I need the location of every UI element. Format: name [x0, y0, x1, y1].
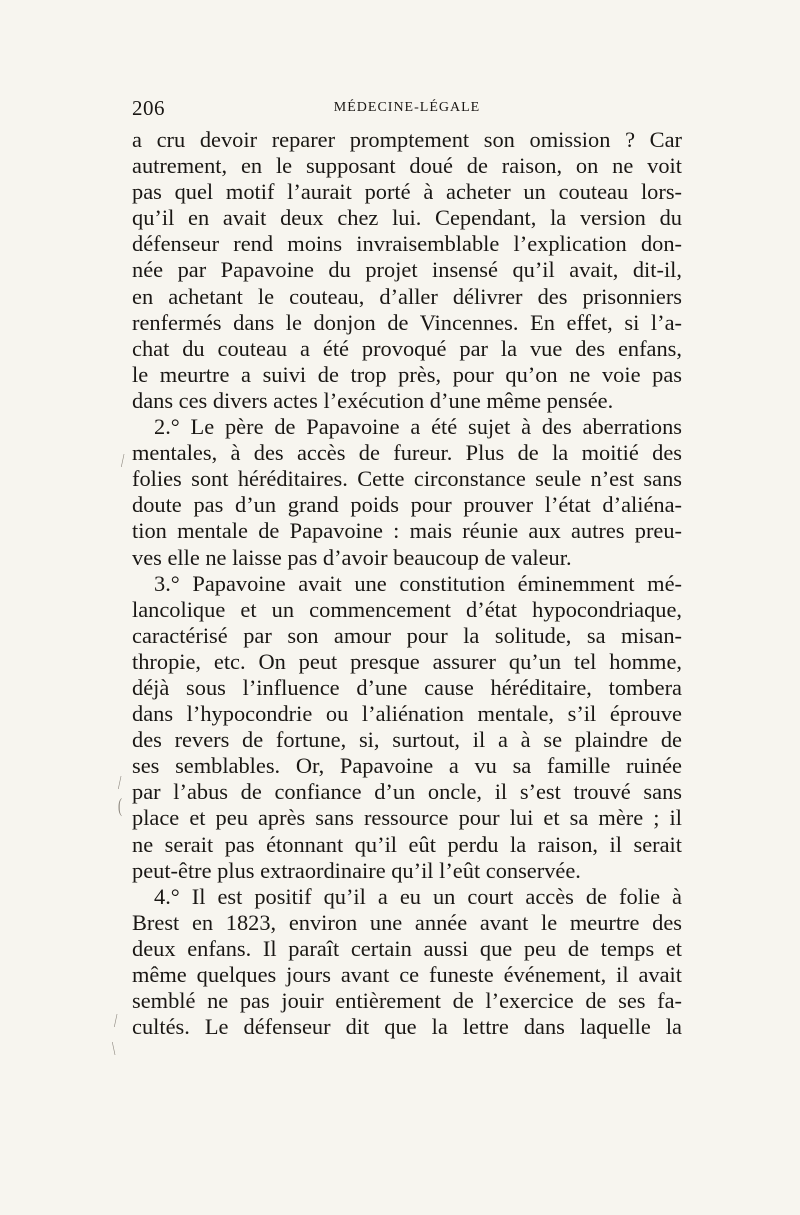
text-line: le meurtre a suivi de trop près, pour qu’on ne voie pas: [132, 361, 682, 387]
text-line: des revers de fortune, si, surtout, il a à se plaindre de: [132, 727, 682, 753]
page-number: 206: [132, 96, 165, 120]
text-line: même quelques jours avant ce funeste événement, il avait: [132, 962, 682, 987]
text-line: renfermés dans le donjon de Vincennes. En effet, si l’a-: [132, 309, 682, 335]
text-line: lancolique et un commencement d’état hypocondriaque,: [132, 596, 682, 622]
text-line: ses semblables. Or, Papavoine a vu sa famille ruinée: [132, 753, 682, 779]
paragraph-start-line: 4.° Il est positif qu’il a eu un court accès de folie à: [154, 883, 682, 909]
text-line: qu’il en avait deux chez lui. Cependant, la version du: [132, 205, 682, 231]
text-line: chat du couteau a été provoqué par la vue des enfans,: [132, 335, 682, 361]
body-text: [132, 127, 682, 1040]
margin-pencil-mark: /: [114, 1010, 118, 1032]
page-header: [132, 94, 680, 124]
text-line: en achetant le couteau, d’aller délivrer des prisonniers: [132, 283, 682, 309]
paragraph-end-line: ves elle ne laisse pas d’avoir beaucoup de valeur.: [132, 544, 572, 570]
margin-pencil-mark: (: [118, 795, 123, 817]
text-line: doute pas d’un grand poids pour prouver l’état d’aliéna-: [132, 492, 682, 518]
text-line: déjà sous l’influence d’une cause héréditaire, tombera: [132, 674, 682, 700]
margin-pencil-mark: /: [118, 772, 122, 794]
text-line: place et peu après sans ressource pour lui et sa mère ; il: [132, 805, 682, 831]
running-head: MÉDECINE-LÉGALE: [333, 100, 481, 115]
text-line: autrement, en le supposant doué de raison, on ne voit: [132, 153, 682, 179]
text-line: ne serait pas étonnant qu’il eût perdu la raison, il serait: [132, 831, 682, 857]
paragraph-start-line: 3.° Papavoine avait une constitution éminemment mé-: [154, 570, 682, 596]
text-line: Brest en 1823, environ une année avant le meurtre des: [132, 909, 682, 935]
text-line: tion mentale de Papavoine : mais réunie aux autres preu-: [132, 518, 682, 544]
text-line: mentales, à des accès de fureur. Plus de la moitié des: [132, 440, 682, 466]
text-line: cultés. Le défenseur dit que la lettre dans laquelle la: [132, 1014, 682, 1040]
text-line: défenseur rend moins invraisemblable l’explication don-: [132, 231, 682, 257]
text-line: deux enfans. Il paraît certain aussi que peu de temps et: [132, 935, 682, 961]
paragraph-start-line: 2.° Le père de Papavoine a été sujet à des aberrations: [154, 414, 682, 440]
text-line: née par Papavoine du projet insensé qu’il avait, dit-il,: [132, 257, 682, 283]
text-line: caractérisé par son amour pour la solitude, sa misan-: [132, 622, 682, 648]
text-line: par l’abus de confiance d’un oncle, il s’est trouvé sans: [132, 779, 682, 805]
text-line: thropie, etc. On peut presque assurer qu’un tel homme,: [132, 648, 682, 674]
text-line: pas quel motif l’aurait porté à acheter un couteau lors-: [132, 179, 682, 205]
text-line: a cru devoir reparer promptement son omission ? Car: [132, 127, 682, 152]
paragraph-end-line: dans ces divers actes l’exécution d’une même pensée.: [132, 387, 614, 413]
text-line: dans l’hypocondrie ou l’aliénation mentale, s’il éprouve: [132, 701, 682, 727]
margin-pencil-mark: \: [112, 1038, 116, 1060]
text-line: semblé ne pas jouir entièrement de l’exercice de ses fa-: [132, 988, 682, 1014]
text-line: folies sont héréditaires. Cette circonstance seule n’est sans: [132, 466, 682, 492]
paragraph-end-line: peut-être plus extraordinaire qu’il l’eût conservée.: [132, 857, 581, 883]
margin-pencil-mark: /: [121, 450, 125, 472]
